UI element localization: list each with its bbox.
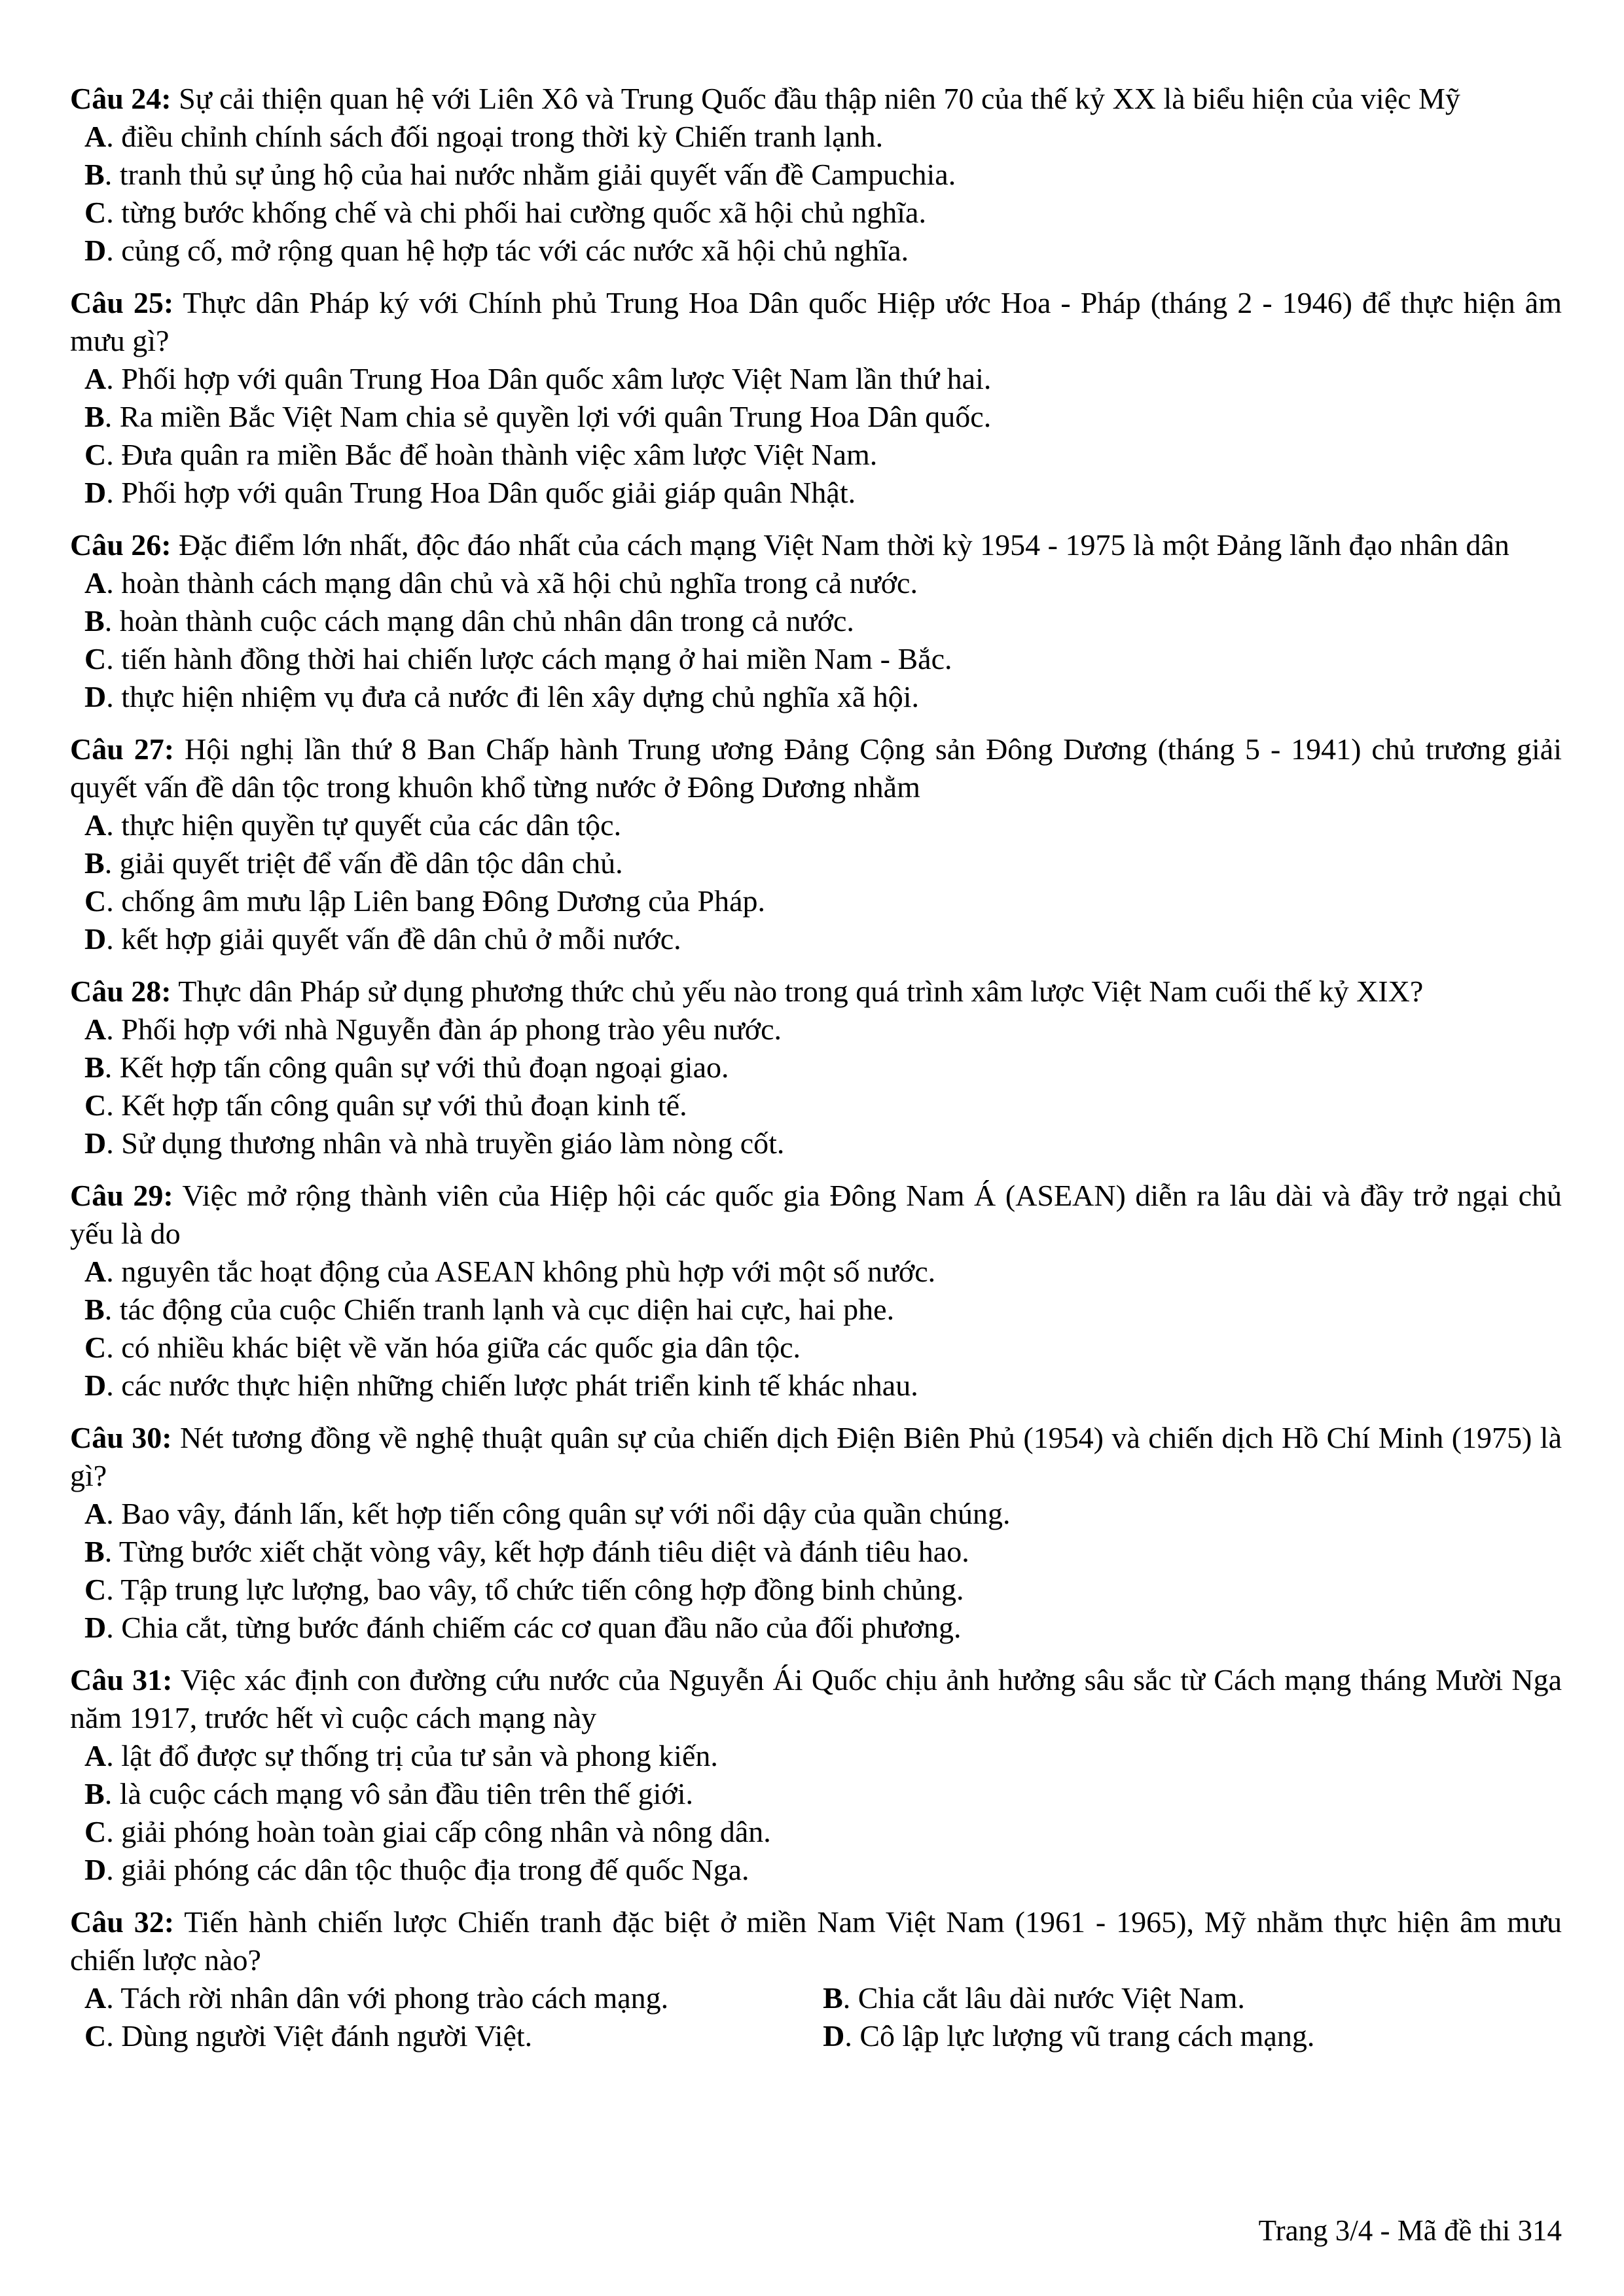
answer-option bbox=[70, 1011, 1562, 1049]
answer-option bbox=[70, 1775, 1562, 1813]
option-text: kết hợp giải quyết vấn đề dân chủ ở mỗi nước. bbox=[121, 922, 681, 956]
option-text: Từng bước xiết chặt vòng vây, kết hợp đánh tiêu diệt và đánh tiêu hao. bbox=[118, 1535, 969, 1568]
option-letter: B bbox=[84, 1293, 105, 1326]
option-text: Sử dụng thương nhân và nhà truyền giáo làm nòng cốt. bbox=[121, 1126, 785, 1160]
option-text: Chia cắt, từng bước đánh chiếm các cơ quan đầu não của đối phương. bbox=[121, 1611, 962, 1644]
question-block bbox=[70, 1647, 1562, 1889]
option-letter: C bbox=[84, 1088, 107, 1122]
options-list bbox=[70, 1253, 1562, 1405]
question-block bbox=[70, 270, 1562, 512]
page-footer bbox=[1259, 2214, 1562, 2248]
options-list bbox=[70, 1979, 1562, 2055]
answer-option bbox=[70, 1086, 1562, 1124]
answer-option bbox=[70, 156, 1562, 194]
question-text: Thực dân Pháp sử dụng phương thức chủ yếu nào trong quá trình xâm lược Việt Nam cuối thế kỷ XIX? bbox=[178, 975, 1424, 1008]
option-letter: A bbox=[84, 1255, 107, 1288]
options-list bbox=[70, 118, 1562, 270]
option-text: là cuộc cách mạng vô sản đầu tiên trên thế giới. bbox=[119, 1777, 693, 1810]
answer-option bbox=[70, 1571, 1562, 1609]
question-header bbox=[70, 284, 1562, 360]
question-header bbox=[70, 1903, 1562, 1979]
question-block bbox=[70, 80, 1562, 270]
option-separator: . bbox=[106, 362, 122, 395]
option-letter: C bbox=[84, 884, 107, 918]
option-separator: . bbox=[106, 1013, 122, 1046]
option-separator: . bbox=[106, 566, 122, 600]
options-list bbox=[70, 360, 1562, 512]
option-text: giải quyết triệt để vấn đề dân tộc dân chủ. bbox=[119, 846, 623, 880]
option-text: lật đổ được sự thống trị của tư sản và phong kiến. bbox=[121, 1739, 718, 1772]
answer-option bbox=[70, 882, 1562, 920]
option-text: Ra miền Bắc Việt Nam chia sẻ quyền lợi với quân Trung Hoa Dân quốc. bbox=[119, 400, 992, 433]
option-letter: B bbox=[84, 158, 105, 191]
answer-option bbox=[70, 1737, 1562, 1775]
answer-option bbox=[70, 602, 1562, 640]
question-text: Sự cải thiện quan hệ với Liên Xô và Trung Quốc đầu thập niên 70 của thế kỷ XX là biểu hiện của việc Mỹ bbox=[179, 82, 1460, 115]
option-letter: A bbox=[84, 566, 107, 600]
option-letter: A bbox=[84, 1013, 107, 1046]
option-letter: C bbox=[84, 1331, 107, 1364]
option-text: giải phóng các dân tộc thuộc địa trong đế quốc Nga. bbox=[121, 1853, 749, 1886]
option-text: nguyên tắc hoạt động của ASEAN không phù hợp với một số nước. bbox=[121, 1255, 936, 1288]
option-text: Tập trung lực lượng, bao vây, tổ chức tiến công hợp đồng binh chủng. bbox=[120, 1573, 964, 1606]
answer-option bbox=[70, 1329, 1562, 1367]
answer-option bbox=[70, 1979, 808, 2017]
answer-option bbox=[808, 2017, 1562, 2055]
question-block bbox=[70, 958, 1562, 1162]
option-letter: C bbox=[84, 642, 107, 675]
option-text: có nhiều khác biệt về văn hóa giữa các quốc gia dân tộc. bbox=[121, 1331, 801, 1364]
options-list bbox=[70, 1495, 1562, 1647]
option-text: từng bước khống chế và chi phối hai cường quốc xã hội chủ nghĩa. bbox=[121, 196, 926, 229]
option-text: Cô lập lực lượng vũ trang cách mạng. bbox=[859, 2019, 1315, 2053]
option-text: Dùng người Việt đánh người Việt. bbox=[121, 2019, 533, 2053]
option-text: Phối hợp với quân Trung Hoa Dân quốc giải giáp quân Nhật. bbox=[121, 476, 856, 509]
option-separator: . bbox=[106, 1853, 122, 1886]
option-letter: B bbox=[84, 400, 105, 433]
option-text: tiến hành đồng thời hai chiến lược cách mạng ở hai miền Nam - Bắc. bbox=[121, 642, 952, 675]
question-number: Câu 26: bbox=[70, 528, 171, 562]
option-separator: . bbox=[104, 1050, 120, 1084]
answer-option bbox=[808, 1979, 1562, 2017]
option-separator: . bbox=[106, 1088, 122, 1122]
option-letter: B bbox=[823, 1981, 843, 2015]
option-text: Phối hợp với quân Trung Hoa Dân quốc xâm lược Việt Nam lần thứ hai. bbox=[121, 362, 992, 395]
question-header bbox=[70, 526, 1562, 564]
option-separator: . bbox=[106, 1369, 122, 1402]
option-letter: B bbox=[84, 1050, 105, 1084]
option-letter: A bbox=[84, 1981, 107, 2015]
options-list bbox=[70, 564, 1562, 716]
option-letter: A bbox=[84, 1739, 107, 1772]
answer-option bbox=[70, 1851, 1562, 1889]
question-number: Câu 31: bbox=[70, 1663, 173, 1696]
option-separator: . bbox=[106, 884, 122, 918]
option-separator: . bbox=[104, 400, 120, 433]
option-letter: C bbox=[84, 438, 107, 471]
question-number: Câu 29: bbox=[70, 1179, 173, 1212]
question-header bbox=[70, 1177, 1562, 1253]
option-separator: . bbox=[106, 1573, 121, 1606]
answer-option bbox=[70, 118, 1562, 156]
option-letter: C bbox=[84, 1573, 107, 1606]
question-header bbox=[70, 973, 1562, 1011]
option-text: điều chỉnh chính sách đối ngoại trong thời kỳ Chiến tranh lạnh. bbox=[121, 120, 884, 153]
option-text: Bao vây, đánh lấn, kết hợp tiến công quân sự với nổi dậy của quần chúng. bbox=[121, 1497, 1011, 1530]
question-text: Tiến hành chiến lược Chiến tranh đặc biệt ở miền Nam Việt Nam (1961 - 1965), Mỹ nhằm thực hiện âm mưu chiến lược nào? bbox=[70, 1905, 1562, 1977]
question-number: Câu 28: bbox=[70, 975, 171, 1008]
option-separator: . bbox=[106, 196, 122, 229]
option-letter: D bbox=[84, 680, 107, 713]
question-number: Câu 25: bbox=[70, 286, 174, 319]
answer-option bbox=[70, 232, 1562, 270]
footer-text: Trang 3/4 - Mã đề thi 314 bbox=[1258, 2214, 1562, 2247]
option-separator: . bbox=[106, 1611, 122, 1644]
option-separator: . bbox=[104, 1777, 120, 1810]
answer-option bbox=[70, 564, 1562, 602]
answer-option bbox=[70, 1813, 1562, 1851]
answer-option bbox=[70, 194, 1562, 232]
question-number: Câu 30: bbox=[70, 1421, 172, 1454]
option-separator: . bbox=[104, 1293, 120, 1326]
question-header bbox=[70, 80, 1562, 118]
option-text: Tách rời nhân dân với phong trào cách mạng. bbox=[120, 1981, 669, 2015]
option-separator: . bbox=[106, 438, 122, 471]
question-block bbox=[70, 1889, 1562, 2055]
option-letter: A bbox=[84, 120, 107, 153]
question-list bbox=[70, 80, 1562, 2055]
option-text: Phối hợp với nhà Nguyễn đàn áp phong trào yêu nước. bbox=[121, 1013, 782, 1046]
option-letter: B bbox=[84, 1777, 105, 1810]
option-separator: . bbox=[106, 808, 122, 842]
option-text: thực hiện nhiệm vụ đưa cả nước đi lên xây dựng chủ nghĩa xã hội. bbox=[121, 680, 920, 713]
option-separator: . bbox=[106, 120, 122, 153]
answer-option bbox=[70, 1124, 1562, 1162]
answer-option bbox=[70, 1495, 1562, 1533]
question-text: Việc xác định con đường cứu nước của Nguyễn Ái Quốc chịu ảnh hưởng sâu sắc từ Cách mạng tháng Mười Nga năm 1917, trước hết vì cuộc cách mạng này bbox=[70, 1663, 1562, 1734]
option-separator: . bbox=[106, 476, 122, 509]
option-letter: D bbox=[84, 476, 107, 509]
question-block bbox=[70, 1405, 1562, 1647]
option-separator: . bbox=[104, 1535, 119, 1568]
answer-option bbox=[70, 2017, 808, 2055]
question-header bbox=[70, 1419, 1562, 1495]
answer-option bbox=[70, 474, 1562, 512]
option-letter: C bbox=[84, 1815, 107, 1848]
question-text: Việc mở rộng thành viên của Hiệp hội các quốc gia Đông Nam Á (ASEAN) diễn ra lâu dài và đầy trở ngại chủ yếu là do bbox=[70, 1179, 1562, 1250]
answer-option bbox=[70, 920, 1562, 958]
option-text: thực hiện quyền tự quyết của các dân tộc. bbox=[121, 808, 622, 842]
option-letter: D bbox=[84, 234, 107, 267]
question-text: Hội nghị lần thứ 8 Ban Chấp hành Trung ương Đảng Cộng sản Đông Dương (tháng 5 - 1941) chủ trương giải quyết vấn đề dân tộc trong khuôn khổ từng nước ở Đông Dương nhằm bbox=[70, 732, 1562, 804]
option-text: tranh thủ sự ủng hộ của hai nước nhằm giải quyết vấn đề Campuchia. bbox=[119, 158, 956, 191]
answer-option bbox=[70, 1367, 1562, 1405]
answer-option bbox=[70, 1253, 1562, 1291]
answer-option bbox=[70, 1049, 1562, 1086]
option-text: củng cố, mở rộng quan hệ hợp tác với các nước xã hội chủ nghĩa. bbox=[121, 234, 909, 267]
answer-option bbox=[70, 436, 1562, 474]
option-separator: . bbox=[104, 158, 120, 191]
option-separator: . bbox=[106, 1331, 122, 1364]
option-separator: . bbox=[106, 680, 122, 713]
option-text: Chia cắt lâu dài nước Việt Nam. bbox=[857, 1981, 1245, 2015]
option-letter: C bbox=[84, 2019, 107, 2053]
option-separator: . bbox=[844, 2019, 860, 2053]
answer-option bbox=[70, 678, 1562, 716]
answer-option bbox=[70, 398, 1562, 436]
answer-option bbox=[70, 360, 1562, 398]
answer-option bbox=[70, 1533, 1562, 1571]
option-letter: D bbox=[823, 2019, 845, 2053]
option-separator: . bbox=[106, 234, 122, 267]
option-text: hoàn thành cuộc cách mạng dân chủ nhân dân trong cả nước. bbox=[119, 604, 854, 637]
answer-option bbox=[70, 1291, 1562, 1329]
option-letter: A bbox=[84, 1497, 107, 1530]
option-text: Kết hợp tấn công quân sự với thủ đoạn ngoại giao. bbox=[119, 1050, 729, 1084]
answer-option bbox=[70, 1609, 1562, 1647]
answer-option bbox=[70, 806, 1562, 844]
option-text: Đưa quân ra miền Bắc để hoàn thành việc xâm lược Việt Nam. bbox=[121, 438, 878, 471]
question-block bbox=[70, 716, 1562, 958]
answer-option bbox=[70, 844, 1562, 882]
question-number: Câu 24: bbox=[70, 82, 171, 115]
option-separator: . bbox=[104, 604, 120, 637]
option-separator: . bbox=[106, 642, 122, 675]
option-letter: B bbox=[84, 846, 105, 880]
option-separator: . bbox=[842, 1981, 858, 2015]
option-letter: B bbox=[84, 604, 105, 637]
option-text: giải phóng hoàn toàn giai cấp công nhân và nông dân. bbox=[121, 1815, 771, 1848]
option-letter: C bbox=[84, 196, 107, 229]
option-separator: . bbox=[106, 2019, 122, 2053]
option-letter: D bbox=[84, 922, 107, 956]
question-number: Câu 32: bbox=[70, 1905, 175, 1939]
options-list bbox=[70, 806, 1562, 958]
question-header bbox=[70, 1661, 1562, 1737]
option-text: Kết hợp tấn công quân sự với thủ đoạn kinh tế. bbox=[121, 1088, 687, 1122]
option-letter: D bbox=[84, 1126, 107, 1160]
option-letter: A bbox=[84, 808, 107, 842]
option-separator: . bbox=[106, 1126, 122, 1160]
answer-option bbox=[70, 640, 1562, 678]
option-separator: . bbox=[106, 922, 122, 956]
question-text: Đặc điểm lớn nhất, độc đáo nhất của cách mạng Việt Nam thời kỳ 1954 - 1975 là một Đảng lãnh đạo nhân dân bbox=[179, 528, 1509, 562]
option-text: hoàn thành cách mạng dân chủ và xã hội chủ nghĩa trong cả nước. bbox=[121, 566, 918, 600]
option-letter: D bbox=[84, 1853, 107, 1886]
question-text: Nét tương đồng về nghệ thuật quân sự của chiến dịch Điện Biên Phủ (1954) và chiến dịch Hồ Chí Minh (1975) là gì? bbox=[70, 1421, 1562, 1492]
question-number: Câu 27: bbox=[70, 732, 175, 766]
option-separator: . bbox=[104, 846, 120, 880]
question-header bbox=[70, 730, 1562, 806]
option-text: chống âm mưu lập Liên bang Đông Dương của Pháp. bbox=[121, 884, 766, 918]
option-text: các nước thực hiện những chiến lược phát triển kinh tế khác nhau. bbox=[121, 1369, 918, 1402]
option-letter: D bbox=[84, 1369, 107, 1402]
option-separator: . bbox=[106, 1981, 121, 2015]
option-separator: . bbox=[106, 1815, 122, 1848]
question-block bbox=[70, 512, 1562, 716]
option-separator: . bbox=[106, 1255, 122, 1288]
options-list bbox=[70, 1011, 1562, 1162]
option-separator: . bbox=[106, 1739, 122, 1772]
options-list bbox=[70, 1737, 1562, 1889]
option-letter: B bbox=[84, 1535, 105, 1568]
option-letter: A bbox=[84, 362, 107, 395]
option-separator: . bbox=[106, 1497, 122, 1530]
question-text: Thực dân Pháp ký với Chính phủ Trung Hoa Dân quốc Hiệp ước Hoa - Pháp (tháng 2 - 1946) để thực hiện âm mưu gì? bbox=[70, 286, 1562, 357]
option-text: tác động của cuộc Chiến tranh lạnh và cục diện hai cực, hai phe. bbox=[119, 1293, 895, 1326]
option-letter: D bbox=[84, 1611, 107, 1644]
question-block bbox=[70, 1162, 1562, 1405]
